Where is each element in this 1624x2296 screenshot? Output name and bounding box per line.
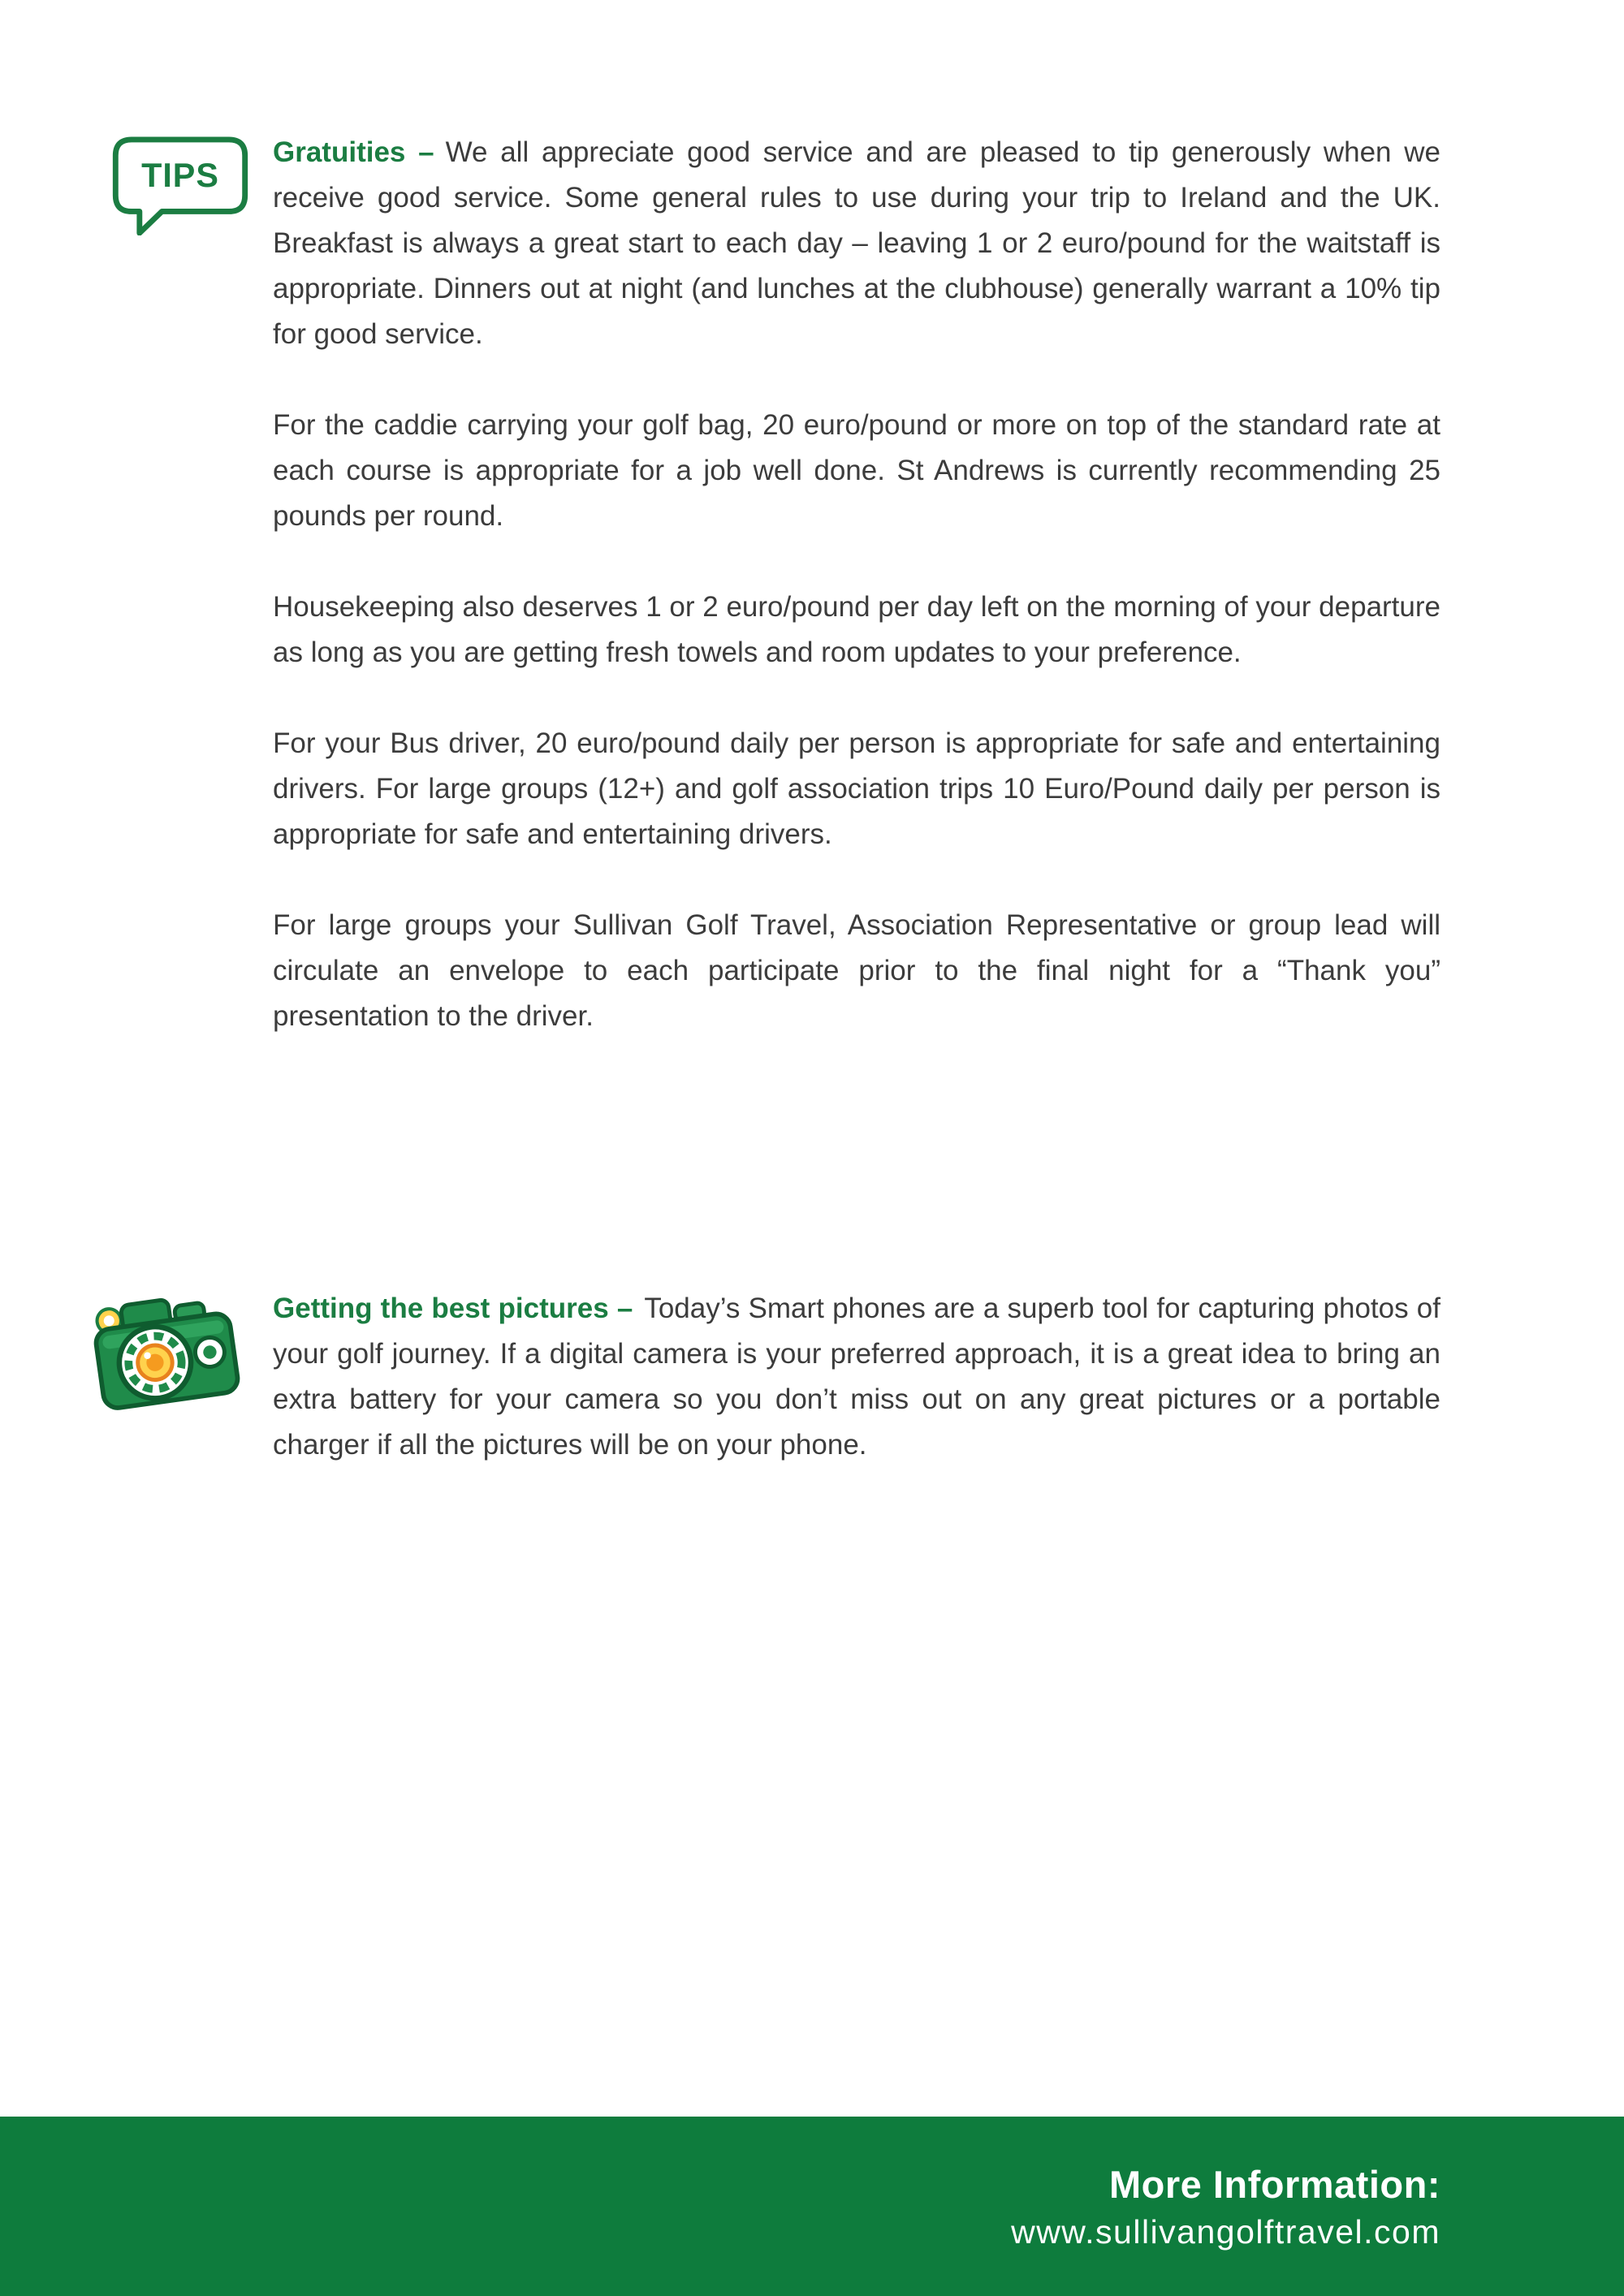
pictures-heading: Getting the best pictures –	[273, 1293, 633, 1324]
pictures-body-text: Today’s Smart phones are a superb tool for capturing photos of your golf journey. If a digital camera is your preferred approach, it is a great idea to bring an extra battery for your camera so you don’t miss out on any great pictures or a portable charger if all the pictures will be on your phone.	[273, 1293, 1441, 1461]
gratuities-heading: Gratuities –	[273, 136, 434, 168]
gratuities-paragraph-large-groups: For large groups your Sullivan Golf Travel, Association Representative or group lead will circulate an envelope to each participate prior to the final night for a “Thank you” presentation to the driver.	[273, 909, 1440, 1032]
gratuities-paragraph-housekeeping: Housekeeping also deserves 1 or 2 euro/pound per day left on the morning of your departure as long as you are getting fresh towels and room updates to your preference.	[273, 591, 1440, 668]
gratuities-section	[273, 130, 1440, 1085]
pictures-paragraph	[273, 1286, 1440, 1468]
camera-icon	[88, 1281, 247, 1419]
gratuities-intro-paragraph	[273, 130, 1440, 357]
footer-title: More Information:	[1109, 2162, 1440, 2206]
gratuities-intro-text: We all appreciate good service and are pleased to tip generously when we receive good service. Some general rules to use during your trip to Ireland and the UK. Breakfast is always a great start to each day – leaving 1 or 2 euro/pound for the waitstaff is appropriate. Dinners out at night (and lunches at the clubhouse) generally warrant a 10% tip for good service.	[273, 136, 1440, 350]
footer-url[interactable]: www.sullivangolftravel.com	[1011, 2212, 1440, 2251]
footer-bar	[0, 2117, 1624, 2296]
pictures-section	[273, 1286, 1440, 1513]
gratuities-paragraph-bus-driver: For your Bus driver, 20 euro/pound daily per person is appropriate for safe and entertaining drivers. For large groups (12+) and golf association trips 10 Euro/Pound daily per person is appropriate for safe and entertaining drivers.	[273, 727, 1440, 850]
tips-label: TIPS	[141, 156, 219, 194]
gratuities-paragraph-caddie: For the caddie carrying your golf bag, 20 euro/pound or more on top of the standard rate at each course is appropriate for a job well done. St Andrews is currently recommending 25 pounds per round.	[273, 409, 1440, 532]
tips-bubble-icon	[112, 136, 248, 235]
